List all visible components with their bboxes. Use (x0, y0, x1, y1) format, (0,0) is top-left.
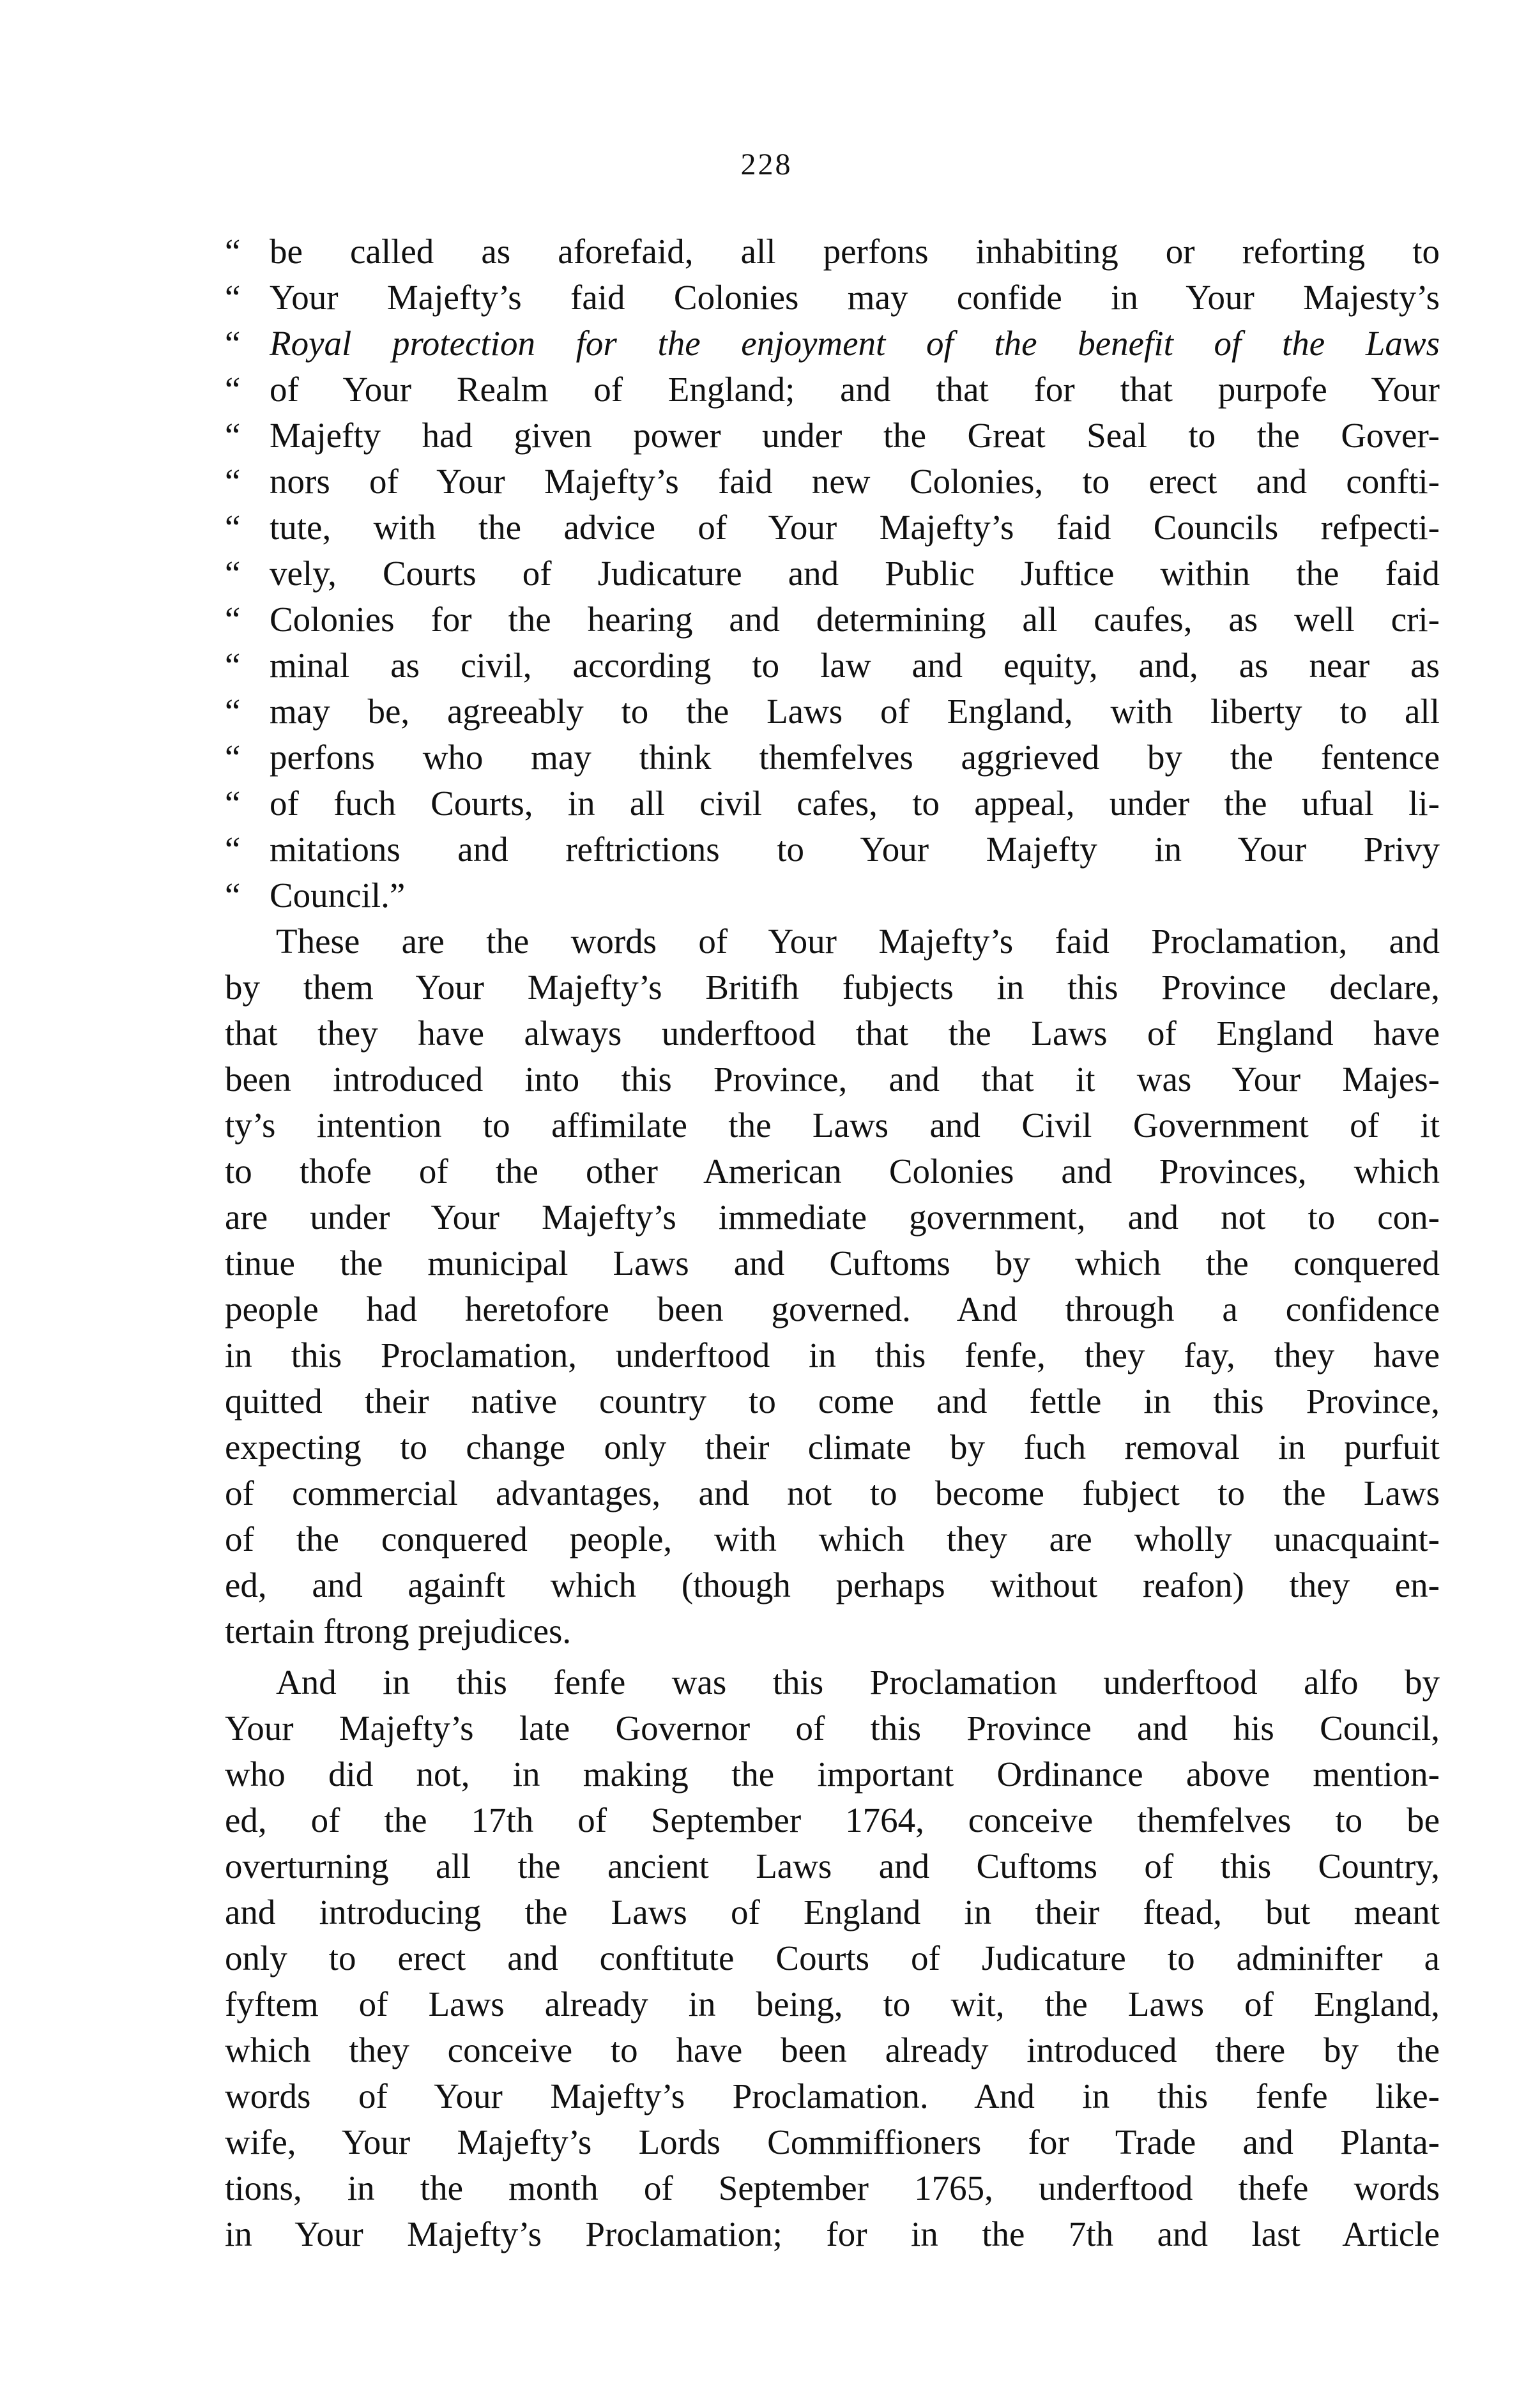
quoted-line (225, 827, 1440, 873)
paragraph-2-line: fyftem of Laws already in being, to wit, the Laws of England, (225, 1985, 1440, 2023)
paragraph-1-line: of the conquered people, with which they are wholly unacquaint- (225, 1520, 1440, 1558)
paragraph-2-line: and introducing the Laws of England in their ftead, but meant (225, 1893, 1440, 1932)
quote-mark: “ (225, 692, 241, 731)
quote-mark: “ (225, 232, 241, 271)
paragraph-1-line: are under Your Majefty’s immediate government, and not to con- (225, 1198, 1440, 1237)
quote-mark: “ (225, 830, 241, 869)
quote-mark: “ (225, 600, 241, 639)
quoted-line (225, 689, 1440, 735)
quoted-line (225, 367, 1440, 413)
paragraph-1-line: expecting to change only their climate by fuch removal in purfuit (225, 1428, 1440, 1467)
paragraph-1-line: These are the words of Your Majefty’s faid Proclamation, and (276, 922, 1440, 961)
paragraph-2-line: And in this fenfe was this Proclamation underftood alfo by (276, 1663, 1440, 1702)
paragraph-2-line: only to erect and conftitute Courts of Judicature to adminifter a (225, 1939, 1440, 1977)
paragraph-1-line: of commercial advantages, and not to become fubject to the Laws (225, 1474, 1440, 1513)
quoted-line (225, 643, 1440, 689)
paragraph-2-line: Your Majefty’s late Governor of this Province and his Council, (225, 1709, 1440, 1748)
paragraph-1-line: ed, and againft which (though perhaps without reafon) they en- (225, 1566, 1440, 1604)
paragraph-2-line: which they conceive to have been already introduced there by the (225, 2031, 1440, 2069)
quoted-line (225, 459, 1440, 505)
quote-mark: “ (225, 416, 241, 455)
quoted-line (225, 275, 1440, 321)
quote-mark: “ (225, 784, 241, 823)
paragraph-2-line: wife, Your Majefty’s Lords Commiffioners for Trade and Planta- (225, 2122, 1440, 2161)
paragraph-1-line: that they have always underftood that the Laws of England have (225, 1014, 1440, 1053)
quote-mark: “ (225, 738, 241, 777)
paragraph-2-line: tions, in the month of September 1765, underftood thefe words (225, 2168, 1440, 2207)
paragraph-2-line: ed, of the 17th of September 1764, conceive themfelves to be (225, 1801, 1440, 1840)
quoted-line-text: Majefty had given power under the Great Seal to the Gover- (270, 416, 1440, 455)
quoted-line (225, 551, 1440, 597)
quoted-line-text: of Your Realm of England; and that for that purpofe Your (270, 370, 1440, 409)
paragraph-1-line: in this Proclamation, underftood in this fenfe, they fay, they have (225, 1336, 1440, 1375)
quoted-line-text: vely, Courts of Judicature and Public Juftice within the faid (270, 554, 1440, 593)
quote-mark: “ (225, 278, 241, 317)
quote-mark: “ (225, 876, 241, 915)
paragraph-1-line: ty’s intention to affimilate the Laws and Civil Government of it (225, 1106, 1440, 1145)
quoted-line-text: of fuch Courts, in all civil cafes, to appeal, under the ufual li- (270, 784, 1440, 823)
quoted-line (225, 781, 1440, 827)
quoted-line-text: Council.” (270, 876, 406, 915)
quoted-line-text: Royal protection for the enjoyment of the benefit of the Laws (270, 324, 1440, 363)
quoted-line-text: tute, with the advice of Your Majefty’s faid Councils refpecti- (270, 508, 1440, 547)
quoted-line-text: be called as aforefaid, all perfons inhabiting or reforting to (270, 232, 1440, 271)
quote-mark: “ (225, 324, 241, 363)
paragraph-1-line: been introduced into this Province, and that it was Your Majes- (225, 1060, 1440, 1099)
paragraph-1-line: to thofe of the other American Colonies and Provinces, which (225, 1152, 1440, 1191)
paragraph-1-line: quitted their native country to come and fettle in this Province, (225, 1382, 1440, 1421)
quote-mark: “ (225, 508, 241, 547)
quoted-line-text: Your Majefty’s faid Colonies may confide in Your Majesty’s (270, 278, 1440, 317)
paragraph-2-line: in Your Majefty’s Proclamation; for in the 7th and last Article (225, 2214, 1440, 2253)
paragraph-2-line: words of Your Majefty’s Proclamation. And in this fenfe like- (225, 2077, 1440, 2115)
quoted-line (225, 321, 1440, 367)
quoted-line-text: perfons who may think themfelves aggrieved by the fentence (270, 738, 1440, 777)
body-text (225, 229, 1440, 2257)
quoted-line (225, 505, 1440, 551)
quote-mark: “ (225, 554, 241, 593)
quoted-line (225, 873, 1440, 918)
paragraph-1-line: tinue the municipal Laws and Cuftoms by which the conquered (225, 1244, 1440, 1283)
paragraph-2-line: who did not, in making the important Ordinance above mention- (225, 1755, 1440, 1794)
quoted-line-text: Colonies for the hearing and determining all caufes, as well cri- (270, 600, 1440, 639)
page-number: 228 (740, 148, 793, 181)
paragraph-1-line: tertain ftrong prejudices. (225, 1612, 572, 1650)
quoted-line-text: may be, agreeably to the Laws of England, with liberty to all (270, 692, 1440, 731)
paragraph-2-line: overturning all the ancient Laws and Cuftoms of this Country, (225, 1847, 1440, 1886)
quote-mark: “ (225, 370, 241, 409)
paragraph-1-line: by them Your Majefty’s Britifh fubjects in this Province declare, (225, 968, 1440, 1007)
quoted-line (225, 229, 1440, 275)
quote-mark: “ (225, 462, 241, 501)
paragraph-gap (225, 1654, 1440, 1659)
quoted-line (225, 597, 1440, 643)
quoted-line-text: mitations and reftrictions to Your Majefty in Your Privy (270, 830, 1440, 869)
quoted-line (225, 735, 1440, 781)
quoted-line (225, 413, 1440, 459)
quoted-line-text: minal as civil, according to law and equity, and, as near as (270, 646, 1440, 685)
quote-mark: “ (225, 646, 241, 685)
paragraph-1-line: people had heretofore been governed. And through a confidence (225, 1290, 1440, 1329)
quoted-line-text: nors of Your Majefty’s faid new Colonies, to erect and confti- (270, 462, 1440, 501)
